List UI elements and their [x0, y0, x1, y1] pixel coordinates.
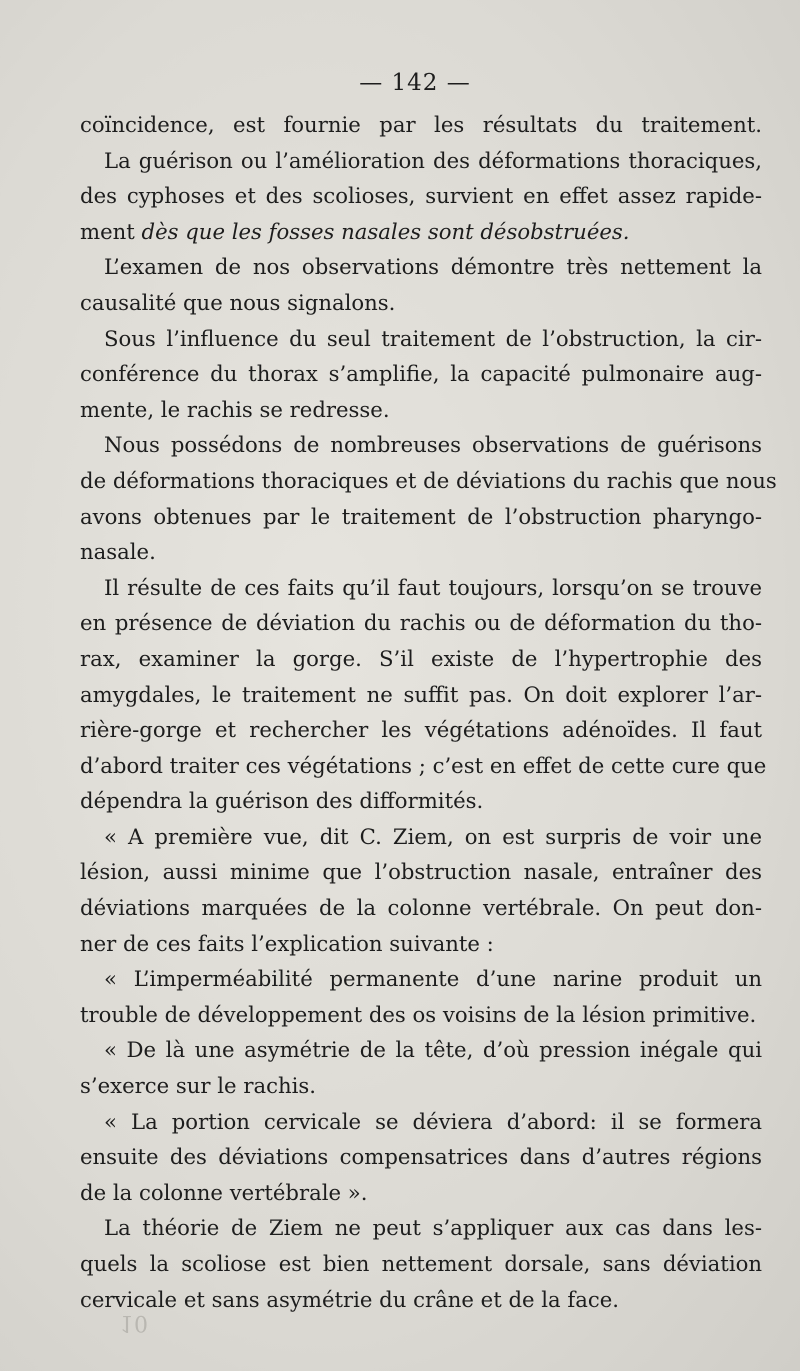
text-line: [80, 107, 762, 143]
text-line: [80, 1210, 762, 1246]
text-line: [80, 890, 762, 926]
text-line-content: Il résulte de ces faits qu’il faut toujours, lorsqu’on se trouve: [104, 574, 762, 600]
text-line: [80, 570, 762, 606]
text-line-content: d’abord traiter ces végétations ; c’est en effet de cette cure que: [80, 752, 767, 778]
text-line-content: cervicale et sans asymétrie du crâne et de la face.: [80, 1286, 620, 1312]
body-text: [80, 107, 777, 1317]
text-line: [80, 748, 767, 784]
text-line-content: trouble de développement des os voisins de la lésion primitive.: [80, 1001, 757, 1027]
text-line-content: de la colonne vertébrale ».: [80, 1179, 368, 1205]
text-line-content: avons obtenues par le traitement de l’obstruction pharyngo-: [80, 503, 762, 529]
text-line: [80, 677, 762, 713]
text-line: [80, 1175, 762, 1211]
text-line: [80, 961, 762, 997]
text-line-content: rière-gorge et rechercher les végétations adénoïdes. Il faut: [80, 717, 762, 743]
text-line-content: L’examen de nos observations démontre très nettement la: [104, 254, 762, 280]
text-line: [80, 712, 762, 748]
text-line-content: Nous possédons de nombreuses observations de guérisons: [104, 432, 762, 458]
text-line-content: coïncidence, est fournie par les résultats du traitement.: [80, 112, 762, 137]
text-line: [80, 392, 762, 428]
page-number: — 142 —: [359, 70, 471, 96]
text-line-content: ment: [80, 218, 142, 244]
text-line-content: dépendra la guérison des difformités.: [80, 788, 484, 814]
text-line-content: amygdales, le traitement ne suffit pas. On doit explorer l’ar-: [80, 681, 762, 707]
text-line-content: quels la scoliose est bien nettement dorsale, sans déviation: [80, 1251, 762, 1276]
text-line-content: en présence de déviation du rachis ou de déformation du tho-: [80, 610, 762, 636]
text-line: [80, 214, 762, 250]
text-line-content: conférence du thorax s’amplifie, la capacité pulmonaire aug-: [80, 361, 762, 387]
text-line-content: La guérison ou l’amélioration des déformations thoraciques,: [104, 147, 762, 173]
text-line-content: déviations marquées de la colonne vertébrale. On peut don-: [80, 895, 762, 921]
text-line: [80, 143, 762, 179]
text-line: [80, 1139, 762, 1175]
text-line: [80, 1068, 762, 1104]
text-line: [80, 1282, 762, 1318]
text-line-content: nasale.: [80, 539, 156, 565]
text-line-content: Sous l’influence du seul traitement de l’obstruction, la cir-: [104, 325, 762, 351]
text-line: [80, 285, 762, 321]
italic-phrase: dès que les fosses nasales sont désobstruées.: [141, 218, 630, 244]
text-line: [80, 463, 777, 499]
text-line-content: « De là une asymétrie de la tête, d’où pression inégale qui: [104, 1037, 762, 1063]
text-line-content: lésion, aussi minime que l’obstruction nasale, entraîner des: [80, 859, 762, 885]
text-line: [80, 427, 762, 463]
text-line: [80, 1104, 762, 1140]
text-line: [80, 819, 762, 855]
text-line: [80, 1032, 762, 1068]
text-line-content: mente, le rachis se redresse.: [80, 396, 390, 422]
text-line-content: de déformations thoraciques et de déviations du rachis que nous: [80, 467, 777, 493]
text-line: [80, 178, 762, 214]
bleed-through-page-number: 10: [120, 1310, 148, 1335]
text-line: [80, 641, 762, 677]
text-line: [80, 356, 762, 392]
text-line: [80, 926, 762, 962]
text-line: [80, 854, 762, 890]
text-line: [80, 783, 762, 819]
text-line-content: causalité que nous signalons.: [80, 289, 396, 315]
text-line: [80, 605, 762, 641]
text-line-content: rax, examiner la gorge. S’il existe de l’hypertrophie des: [80, 645, 762, 671]
text-line: [80, 321, 762, 357]
text-line: [80, 534, 762, 570]
text-line-content: « A première vue, dit C. Ziem, on est surpris de voir une: [104, 823, 762, 849]
text-line-content: s’exerce sur le rachis.: [80, 1073, 316, 1099]
text-line-content: « La portion cervicale se déviera d’abord: il se formera: [104, 1108, 762, 1134]
text-line-content: « L’imperméabilité permanente d’une narine produit un: [104, 966, 762, 992]
text-line-content: des cyphoses et des scolioses, survient en effet assez rapide-: [80, 183, 762, 209]
text-line: [80, 499, 762, 535]
text-line-content: ner de ces faits l’explication suivante :: [80, 930, 494, 956]
text-line-content: La théorie de Ziem ne peut s’appliquer aux cas dans les-: [104, 1215, 762, 1241]
text-line: [80, 249, 762, 285]
text-line: [80, 997, 762, 1033]
text-line: [80, 1246, 762, 1282]
text-line-content: ensuite des déviations compensatrices dans d’autres régions: [80, 1144, 762, 1170]
